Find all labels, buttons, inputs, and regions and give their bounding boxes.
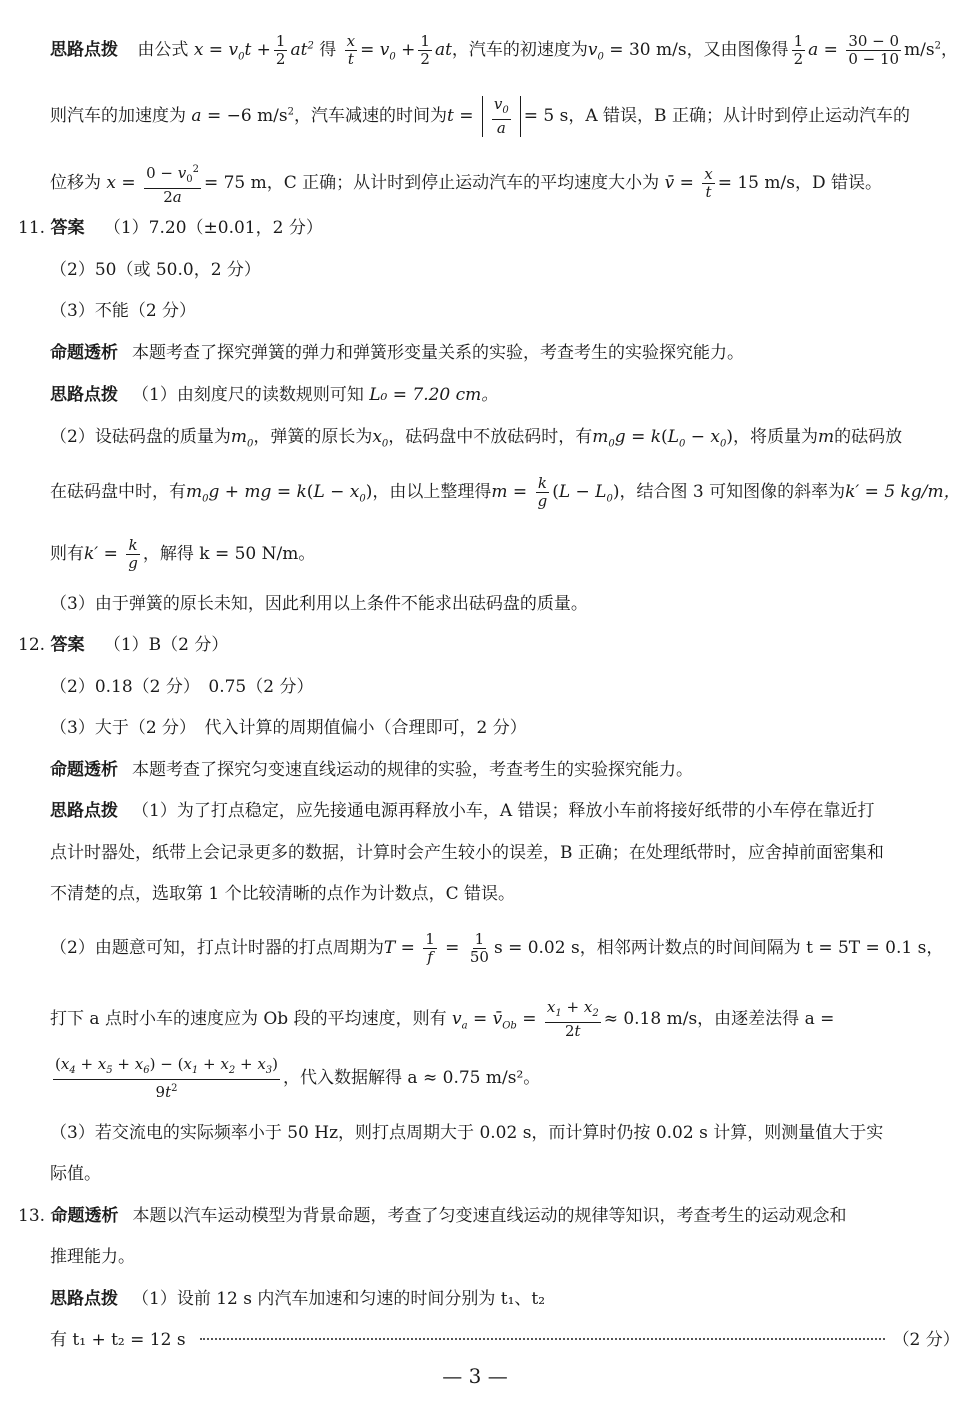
q11-approach-5: （3）由于弹簧的原长未知，因此利用以上条件不能求出砝码盘的质量。	[50, 594, 588, 614]
answer-label: 答案	[50, 635, 85, 655]
analysis-label: 命题透析	[50, 760, 118, 780]
analysis-label: 命题透析	[50, 1206, 119, 1226]
fraction: $\frac{1}{2}$	[275, 32, 286, 68]
q12-approach-7: （3）若交流电的实际频率小于 50 Hz，则打点周期大于 0.02 s，而计算时仍按 0.02 s 计算，则测量值大于实	[50, 1123, 884, 1143]
q12-answer-2: （2）0.18（2 分） 0.75（2 分）	[50, 677, 314, 697]
fraction: $\frac{1}{50}$	[469, 930, 489, 966]
fraction: $\frac{0 - v_0^2}{2a}$	[144, 161, 201, 206]
fraction: $\frac{x_1 + x_2}{2t}$	[546, 998, 599, 1040]
fraction: $\frac{30 - 0}{0 - 10}$	[848, 32, 900, 68]
fraction: $\frac{x}{t}$	[346, 32, 356, 68]
q11-approach-4: 则有k′ = $\frac{k}{g}$ ，解得 k = 50 N/m。	[50, 536, 316, 572]
q11-approach-1: 思路点拨 （1）由刻度尺的读数规则可知 L₀ = 7.20 cm。	[50, 385, 499, 405]
page-number: — 3 —	[442, 1364, 508, 1388]
q13-analysis-2: 推理能力。	[50, 1247, 135, 1267]
q12-answer-3: （3）大于（2 分） 代入计算的周期值偏小（合理即可，2 分）	[50, 718, 527, 738]
approach-label: 思路点拨	[50, 1289, 118, 1309]
fraction: $\frac{1}{2}$	[793, 32, 804, 68]
q13-approach-1: 思路点拨 （1）设前 12 s 内汽车加速和匀速的时间分别为 t₁、t₂	[50, 1289, 546, 1309]
q11-approach-3: 在砝码盘中时，有$m_0g$ + mg = $k(L - x_0)$，由以上整理得m = $\frac{k}{g}$ $(L - L_0)$，结合图 3 可知图像的斜率为k′ = 5 kg/m，	[50, 474, 961, 510]
q13-equation-1: 有 t₁ + t₂ = 12 s （2 分）	[50, 1330, 960, 1350]
leader-dots	[200, 1338, 885, 1340]
analysis-label: 命题透析	[50, 343, 118, 363]
q11-approach-2: （2）设砝码盘的质量为$m_0$，弹簧的原长为$x_0$，砝码盘中不放砝码时，有$m_0g = k(L_0 - x_0)$，将质量为m的砝码放	[50, 427, 903, 450]
q11-answer: 11. 答案 （1）7.20（±0.01，2 分）	[18, 218, 323, 238]
q12-answer: 12. 答案 （1）B（2 分）	[18, 635, 229, 655]
equation: $x = v_0t$ +	[193, 40, 271, 63]
q12-approach-5: 打下 a 点时小车的速度应为 Ob 段的平均速度，则有 $v_a$ = $v̄_{Ob}$ = $\frac{x_1 + x_2}{2t}$ ≈ 0.18 m/s，由逐差法得 a =	[50, 998, 835, 1040]
q12-approach-4: （2）由题意可知，打点计时器的打点周期为T = $\frac{1}{f}$ = $\frac{1}{50}$ s = 0.02 s，相邻两计数点的时间间隔为 t = 5T = 0.1 s，	[50, 930, 944, 966]
q13-analysis: 13. 命题透析 本题以汽车运动模型为背景命题，考查了匀变速直线运动的规律等知识，考查考生的运动观念和	[18, 1206, 847, 1226]
q12-approach-6: $\frac{(x_4 + x_5 + x_6) - (x_1 + x_2 + x_3)}{9t^2}$ ，代入数据解得 a ≈ 0.75 m/s²。	[55, 1055, 541, 1101]
answer-label: 答案	[50, 218, 85, 238]
fraction: $\frac{k}{g}$	[128, 536, 138, 572]
fraction: $\frac{x}{t}$	[704, 165, 713, 201]
q12-approach-2: 点计时器处，纸带上会记录更多的数据，计算时会产生较小的误差，B 正确；在处理纸带时，应舍掉前面密集和	[50, 843, 884, 863]
fraction: $\frac{k}{g}$	[537, 474, 548, 510]
q12-approach-1: 思路点拨 （1）为了打点稳定，应先接通电源再释放小车，A 错误；释放小车前将接好纸带的小车停在靠近打	[50, 801, 875, 821]
q11-answer-2: （2）50（或 50.0，2 分）	[50, 260, 261, 280]
fraction: $\frac{1}{f}$	[425, 930, 435, 966]
q11-analysis: 命题透析 本题考查了探究弹簧的弹力和弹簧形变量关系的实验，考查考生的实验探究能力。	[50, 343, 744, 363]
fraction: $\frac{(x_4 + x_5 + x_6) - (x_1 + x_2 + x_3)}{9t^2}$	[55, 1055, 279, 1101]
q11-answer-3: （3）不能（2 分）	[50, 301, 197, 321]
score: （2 分）	[892, 1330, 960, 1350]
q12-approach-3: 不清楚的点，选取第 1 个比较清晰的点作为计数点，C 错误。	[50, 884, 516, 904]
fraction: $\frac{1}{2}$	[420, 32, 430, 68]
p10-line-1: 思路点拨 由公式 $x = v_0t$ + $\frac{1}{2}$ $at^2$ 得 $\frac{x}{t}$ = $v_0$ + $\frac{1}{2}$ at，汽车的初速度为$v_0 = 30$ m/s，又由图像得 $\frac{1}{2}$ a = $\frac{30 - 0}{0 - 10}$ $m/s^2$，	[50, 32, 959, 68]
approach-label: 思路点拨	[50, 40, 118, 60]
q12-approach-8: 际值。	[50, 1164, 101, 1184]
q12-analysis: 命题透析 本题考查了探究匀变速直线运动的规律的实验，考查考生的实验探究能力。	[50, 760, 693, 780]
p10-line-3: 位移为 x = $\frac{0 - v_0^2}{2a}$ = 75 m，C 正确；从计时到停止运动汽车的平均速度大小为 v̄ = $\frac{x}{t}$ = 15 m/s，D 错误。	[50, 161, 882, 206]
approach-label: 思路点拨	[50, 385, 118, 405]
p10-line-2: 则汽车的加速度为 a = −6 $m/s^2$，汽车减速的时间为t = $\frac{v_0}{a}$ = 5 s，A 错误，B 正确；从计时到停止运动汽车的	[50, 95, 910, 137]
absolute-value: $\frac{v_0}{a}$	[482, 96, 521, 137]
approach-label: 思路点拨	[50, 801, 118, 821]
